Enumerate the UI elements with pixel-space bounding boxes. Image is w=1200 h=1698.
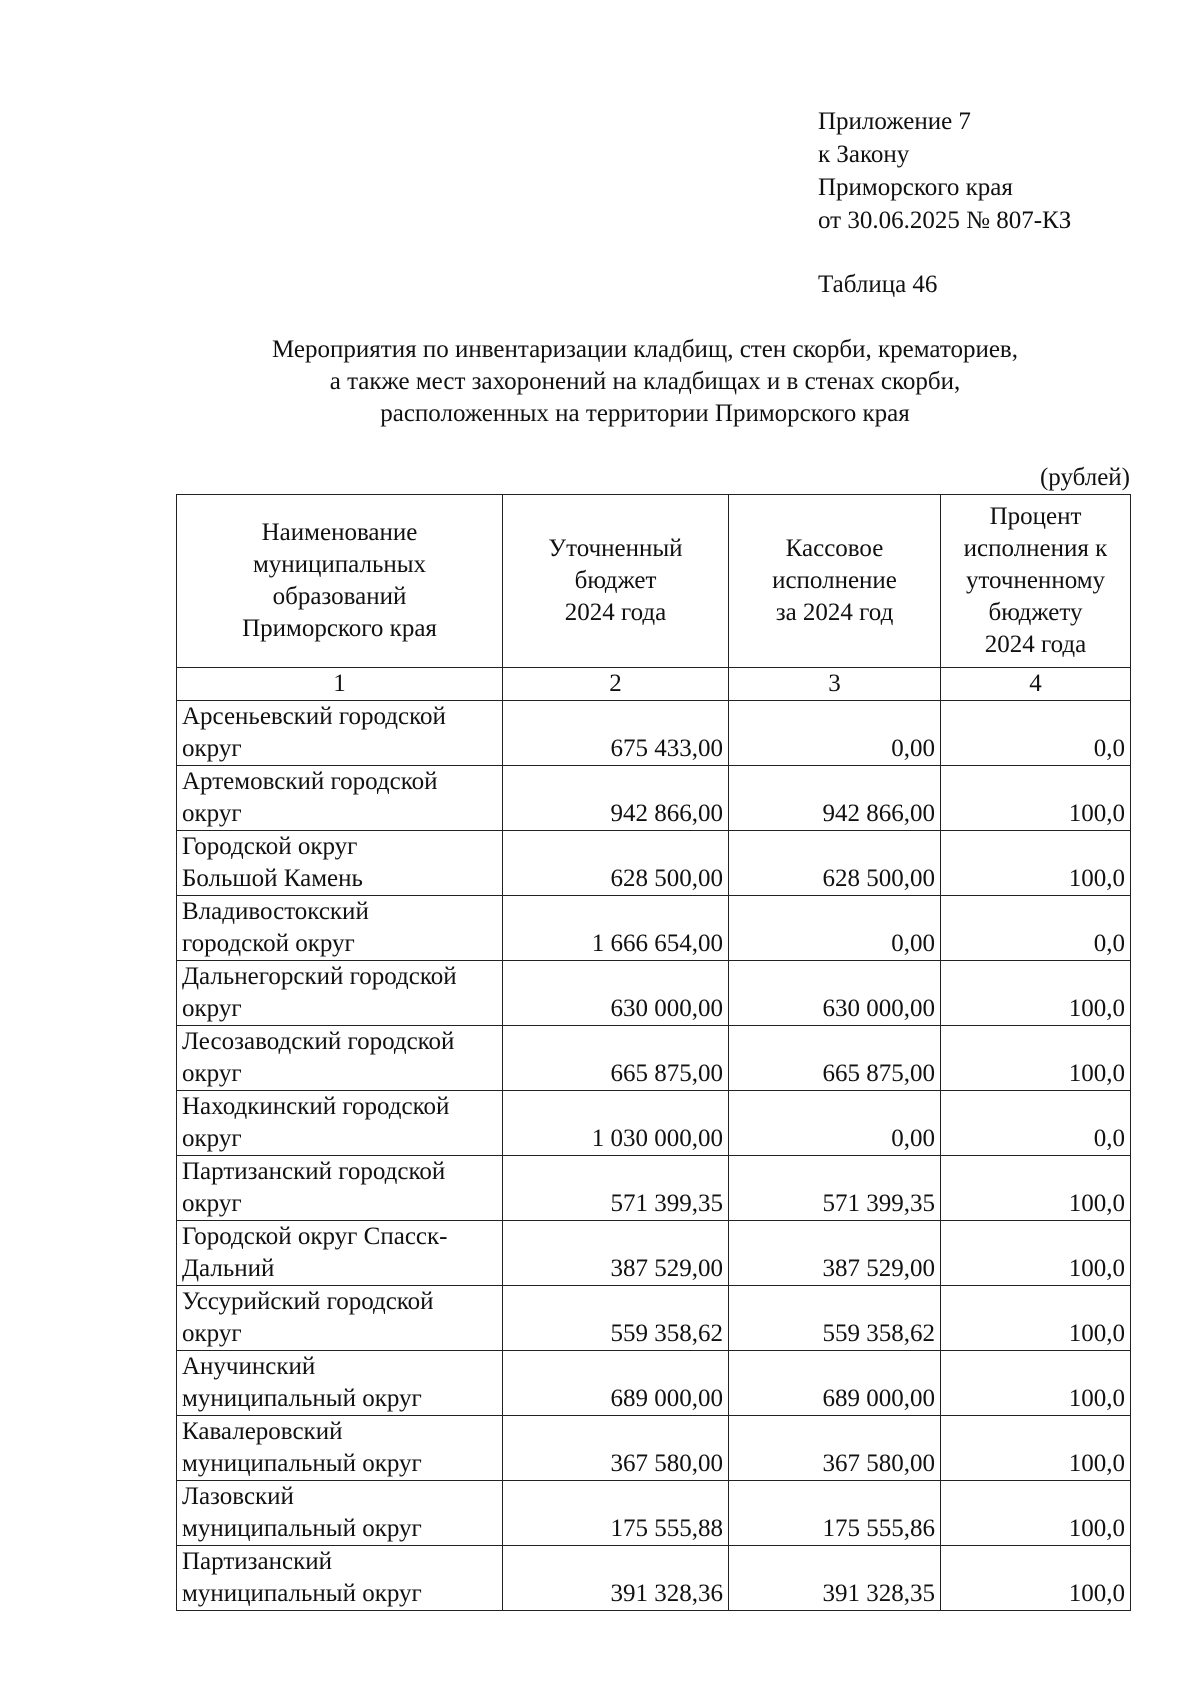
appendix-line: от 30.06.2025 № 807-КЗ bbox=[818, 207, 1072, 234]
budget-value: 675 433,00 bbox=[503, 701, 729, 766]
column-number: 2 bbox=[503, 668, 729, 701]
execution-value: 0,00 bbox=[729, 1091, 941, 1156]
municipality-name bbox=[177, 896, 503, 961]
column-header-budget: Уточненный бюджет 2024 года bbox=[503, 495, 729, 668]
table-row bbox=[177, 766, 1131, 831]
municipality-name-line: Арсеньевский городской bbox=[182, 703, 446, 730]
percent-value: 0,0 bbox=[941, 701, 1131, 766]
percent-value: 0,0 bbox=[941, 896, 1131, 961]
percent-value: 100,0 bbox=[941, 1286, 1131, 1351]
municipality-name-line: округ bbox=[182, 1320, 242, 1347]
execution-value: 0,00 bbox=[729, 896, 941, 961]
percent-value: 100,0 bbox=[941, 1026, 1131, 1091]
municipality-name bbox=[177, 831, 503, 896]
budget-value: 665 875,00 bbox=[503, 1026, 729, 1091]
municipality-name bbox=[177, 1286, 503, 1351]
budget-value: 571 399,35 bbox=[503, 1156, 729, 1221]
appendix-line: к Закону bbox=[818, 141, 910, 168]
execution-value: 367 580,00 bbox=[729, 1416, 941, 1481]
municipality-name-line: Лесозаводский городской bbox=[182, 1028, 455, 1055]
table-row bbox=[177, 1351, 1131, 1416]
budget-value: 391 328,36 bbox=[503, 1546, 729, 1611]
municipality-name bbox=[177, 1026, 503, 1091]
municipality-name-line: Партизанский bbox=[182, 1548, 332, 1575]
municipality-name-line: Лазовский bbox=[182, 1483, 294, 1510]
municipality-name bbox=[177, 701, 503, 766]
execution-value: 0,00 bbox=[729, 701, 941, 766]
percent-value: 100,0 bbox=[941, 1481, 1131, 1546]
budget-value: 387 529,00 bbox=[503, 1221, 729, 1286]
municipality-name-line: Анучинский bbox=[182, 1353, 316, 1380]
municipality-name-line: муниципальный округ bbox=[182, 1580, 422, 1607]
column-number: 3 bbox=[729, 668, 941, 701]
municipality-name-line: округ bbox=[182, 800, 242, 827]
budget-value: 689 000,00 bbox=[503, 1351, 729, 1416]
table-row bbox=[177, 1481, 1131, 1546]
table-row bbox=[177, 831, 1131, 896]
municipality-name-line: Городской округ Спасск- bbox=[182, 1223, 448, 1250]
budget-table bbox=[176, 494, 1131, 1611]
title-line: а также мест захоронений на кладбищах и в стенах скорби, bbox=[329, 368, 961, 395]
appendix-line: Приложение 7 bbox=[818, 108, 971, 135]
budget-value: 630 000,00 bbox=[503, 961, 729, 1026]
table-row bbox=[177, 701, 1131, 766]
municipality-name bbox=[177, 1156, 503, 1221]
municipality-name-line: округ bbox=[182, 1190, 242, 1217]
title-line: Мероприятия по инвентаризации кладбищ, стен скорби, крематориев, bbox=[272, 336, 1018, 363]
column-number-row bbox=[177, 668, 1131, 701]
table-number: Таблица 46 bbox=[818, 271, 938, 298]
execution-value: 628 500,00 bbox=[729, 831, 941, 896]
municipality-name bbox=[177, 1546, 503, 1611]
municipality-name-line: округ bbox=[182, 995, 242, 1022]
table-row bbox=[177, 1091, 1131, 1156]
municipality-name bbox=[177, 1416, 503, 1481]
municipality-name-line: округ bbox=[182, 735, 242, 762]
municipality-name bbox=[177, 1481, 503, 1546]
budget-value: 175 555,88 bbox=[503, 1481, 729, 1546]
appendix-reference bbox=[818, 105, 1071, 237]
column-number: 1 bbox=[177, 668, 503, 701]
municipality-name-line: городской округ bbox=[182, 930, 355, 957]
municipality-name bbox=[177, 1091, 503, 1156]
column-header-name: Наименование муниципальных образований Приморского края bbox=[177, 495, 503, 668]
percent-value: 0,0 bbox=[941, 1091, 1131, 1156]
municipality-name-line: Партизанский городской bbox=[182, 1158, 446, 1185]
municipality-name-line: Кавалеровский bbox=[182, 1418, 343, 1445]
percent-value: 100,0 bbox=[941, 1546, 1131, 1611]
percent-value: 100,0 bbox=[941, 1416, 1131, 1481]
execution-value: 387 529,00 bbox=[729, 1221, 941, 1286]
municipality-name-line: муниципальный округ bbox=[182, 1385, 422, 1412]
column-number: 4 bbox=[941, 668, 1131, 701]
municipality-name bbox=[177, 961, 503, 1026]
percent-value: 100,0 bbox=[941, 961, 1131, 1026]
budget-value: 628 500,00 bbox=[503, 831, 729, 896]
budget-value: 942 866,00 bbox=[503, 766, 729, 831]
table-row bbox=[177, 1416, 1131, 1481]
municipality-name-line: Городской округ bbox=[182, 833, 358, 860]
execution-value: 630 000,00 bbox=[729, 961, 941, 1026]
execution-value: 942 866,00 bbox=[729, 766, 941, 831]
municipality-name-line: Дальний bbox=[182, 1255, 275, 1282]
unit-label: (рублей) bbox=[1039, 464, 1130, 491]
percent-value: 100,0 bbox=[941, 1156, 1131, 1221]
table-row bbox=[177, 1546, 1131, 1611]
execution-value: 175 555,86 bbox=[729, 1481, 941, 1546]
table-row bbox=[177, 961, 1131, 1026]
percent-value: 100,0 bbox=[941, 831, 1131, 896]
budget-value: 1 030 000,00 bbox=[503, 1091, 729, 1156]
municipality-name bbox=[177, 766, 503, 831]
municipality-name-line: округ bbox=[182, 1125, 242, 1152]
municipality-name-line: Уссурийский городской bbox=[182, 1288, 434, 1315]
table-row bbox=[177, 896, 1131, 961]
municipality-name-line: округ bbox=[182, 1060, 242, 1087]
municipality-name-line: Дальнегорский городской bbox=[182, 963, 457, 990]
execution-value: 689 000,00 bbox=[729, 1351, 941, 1416]
municipality-name-line: Артемовский городской bbox=[182, 768, 438, 795]
municipality-name-line: муниципальный округ bbox=[182, 1515, 422, 1542]
municipality-name bbox=[177, 1351, 503, 1416]
appendix-line: Приморского края bbox=[818, 174, 1013, 201]
table-row bbox=[177, 1156, 1131, 1221]
execution-value: 391 328,35 bbox=[729, 1546, 941, 1611]
execution-value: 571 399,35 bbox=[729, 1156, 941, 1221]
column-header-execution: Кассовое исполнение за 2024 год bbox=[729, 495, 941, 668]
table-row bbox=[177, 1026, 1131, 1091]
municipality-name-line: Владивостокский bbox=[182, 898, 369, 925]
budget-value: 1 666 654,00 bbox=[503, 896, 729, 961]
budget-value: 559 358,62 bbox=[503, 1286, 729, 1351]
municipality-name-line: Находкинский городской bbox=[182, 1093, 450, 1120]
percent-value: 100,0 bbox=[941, 1351, 1131, 1416]
percent-value: 100,0 bbox=[941, 1221, 1131, 1286]
municipality-name-line: Большой Камень bbox=[182, 865, 363, 892]
title-line: расположенных на территории Приморского края bbox=[380, 400, 910, 427]
municipality-name-line: муниципальный округ bbox=[182, 1450, 422, 1477]
document-title bbox=[120, 334, 1170, 430]
execution-value: 559 358,62 bbox=[729, 1286, 941, 1351]
column-header-percent: Процент исполнения к уточненному бюджету 2024 года bbox=[941, 495, 1131, 668]
table-row bbox=[177, 1286, 1131, 1351]
table-header-row bbox=[177, 495, 1131, 668]
budget-value: 367 580,00 bbox=[503, 1416, 729, 1481]
percent-value: 100,0 bbox=[941, 766, 1131, 831]
execution-value: 665 875,00 bbox=[729, 1026, 941, 1091]
table-row bbox=[177, 1221, 1131, 1286]
municipality-name bbox=[177, 1221, 503, 1286]
